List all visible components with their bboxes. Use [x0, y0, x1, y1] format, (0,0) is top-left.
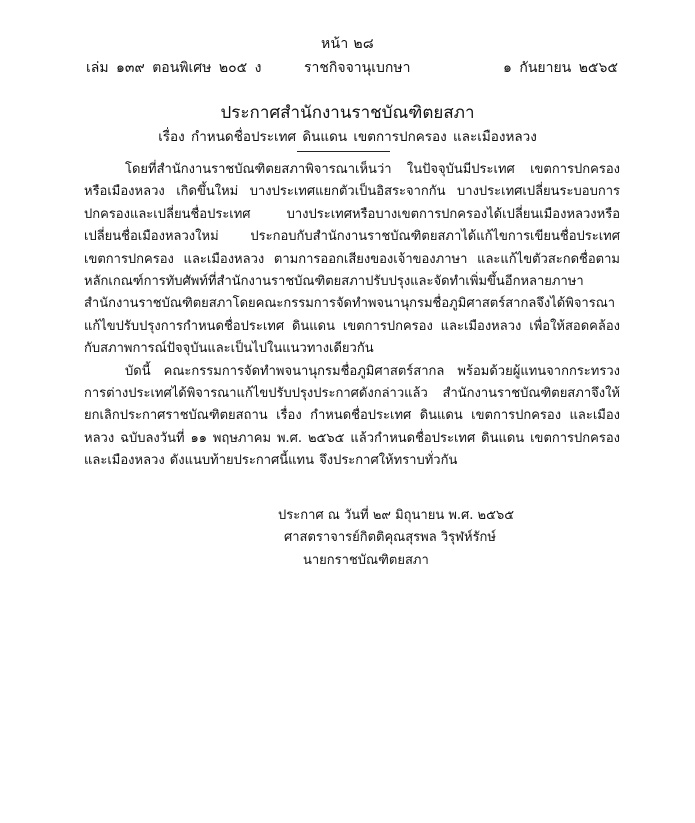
volume-issue: เล่ม ๑๓๙ ตอนพิเศษ ๒๐๕ ง	[86, 60, 262, 76]
document-subject: เรื่อง กำหนดชื่อประเทศ ดินแดน เขตการปกครอง และเมืองหลวง	[158, 129, 537, 145]
publication-date: ๑ กันยายน ๒๕๖๕	[503, 60, 618, 76]
document-title: ประกาศสำนักงานราชบัณฑิตยสภา	[220, 103, 475, 123]
announcement-date: ประกาศ ณ วันที่ ๒๙ มิถุนายน พ.ศ. ๒๕๖๕	[278, 508, 515, 523]
signatory-position: นายกราชบัณฑิตยสภา	[303, 552, 429, 568]
title-divider	[297, 151, 390, 152]
publication-name: ราชกิจจานุเบกษา	[304, 60, 411, 76]
page-number: หน้า ๒๘	[321, 36, 374, 52]
paragraph-1: โดยที่สำนักงานราชบัณฑิตยสภาพิจารณาเห็นว่า ในปัจจุบันมีประเทศ เขตการปกครอง หรือเมืองหลวง เกิดขึ้นใหม่ บางประเทศแยกตัวเป็นอิสระจากกัน บางประเทศเปลี่ยนระบอบการปกครองและเปลี่ยนชื่อประเทศ บางประเทศหรือบางเขตการปกครองได้เปลี่ยนเมืองหลวงหรือเปลี่ยนชื่อเมืองหลวงใหม่ ประกอบกับสำนักงานราชบัณฑิตยสภาได้แก้ไขการเขียนชื่อประเทศ เขตการปกครอง และเมืองหลวง ตามการออกเสียงของเจ้าของภาษา และแก้ไขตัวสะกดชื่อตามหลักเกณฑ์การทับศัพท์ที่สำนักงานราชบัณฑิตยสภาปรับปรุงและจัดทำเพิ่มขึ้นอีกหลายภาษา สำนักงานราชบัณฑิตยสภาโดยคณะกรรมการจัดทำพจนานุกรมชื่อภูมิศาสตร์สากลจึงได้พิจารณาแก้ไขปรับปรุงการกำหนดชื่อประเทศ ดินแดน เขตการปกครอง และเมืองหลวง เพื่อให้สอดคล้องกับสภาพการณ์ปัจจุบันและเป็นไปในแนวทางเดียวกัน	[84, 162, 620, 357]
gazette-header	[86, 57, 618, 79]
paragraph-2: บัดนี้ คณะกรรมการจัดทำพจนานุกรมชื่อภูมิศาสตร์สากล พร้อมด้วยผู้แทนจากกระทรวงการต่างประเทศได้พิจารณาแก้ไขปรับปรุงประกาศดังกล่าวแล้ว สำนักงานราชบัณฑิตยสภาจึงให้ยกเลิกประกาศราชบัณฑิตยสถาน เรื่อง กำหนดชื่อประเทศ ดินแดน เขตการปกครอง และเมืองหลวง ฉบับลงวันที่ ๑๑ พฤษภาคม พ.ศ. ๒๕๖๕ แล้วกำหนดชื่อประเทศ ดินแดน เขตการปกครอง และเมืองหลวง ดังแนบท้ายประกาศนี้แทน จึงประกาศให้ทราบทั่วกัน	[84, 363, 620, 469]
signatory-name: ศาสตราจารย์กิตติคุณสุรพล วิรุฬห์รักษ์	[284, 530, 496, 546]
signature-block	[278, 505, 608, 572]
document-body	[84, 159, 620, 473]
